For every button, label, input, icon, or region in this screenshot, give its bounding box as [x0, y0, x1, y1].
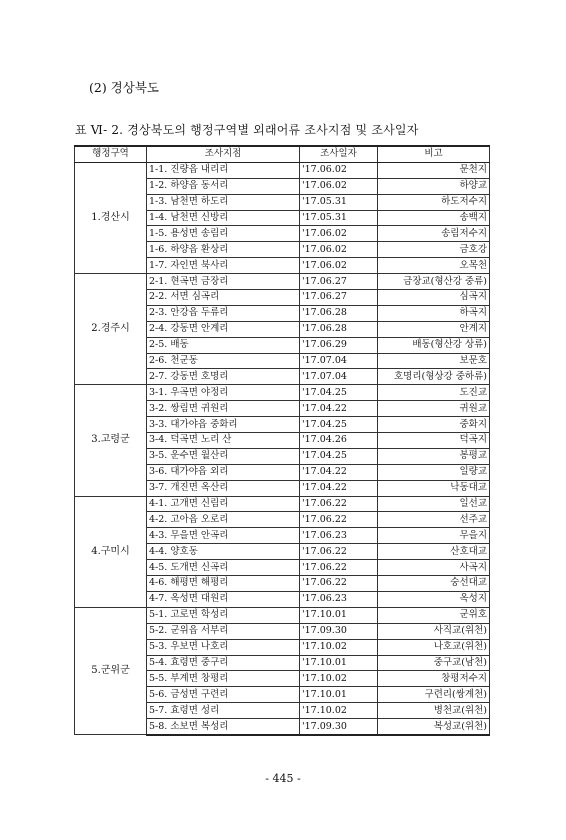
- date-cell: '17.06.02: [300, 258, 378, 274]
- note-cell: 송백지: [378, 210, 490, 226]
- site-cell: 5-3. 우보면 나호리: [147, 639, 300, 655]
- date-cell: '17.06.02: [300, 178, 378, 194]
- date-cell: '17.06.22: [300, 544, 378, 560]
- date-cell: '17.04.22: [300, 480, 378, 496]
- site-cell: 1-7. 자인면 북사리: [147, 258, 300, 274]
- note-cell: 금호강: [378, 242, 490, 258]
- date-cell: '17.06.02: [300, 162, 378, 178]
- site-cell: 4-5. 도개면 신곡리: [147, 560, 300, 576]
- site-cell: 2-5. 배동: [147, 337, 300, 353]
- region-cell: 2.경주시: [75, 274, 147, 385]
- date-cell: '17.04.25: [300, 417, 378, 433]
- note-cell: 옥성지: [378, 591, 490, 607]
- date-cell: '17.06.27: [300, 290, 378, 306]
- note-cell: 사곡지: [378, 560, 490, 576]
- site-cell: 4-3. 무을면 안곡리: [147, 528, 300, 544]
- note-cell: 보문호: [378, 353, 490, 369]
- date-cell: '17.10.02: [300, 639, 378, 655]
- table-row: [75, 607, 490, 623]
- date-cell: '17.10.01: [300, 607, 378, 623]
- table-caption: 표 Ⅵ- 2. 경상북도의 행정구역별 외래어류 조사지점 및 조사일자: [75, 123, 419, 137]
- note-cell: 도진교: [378, 385, 490, 401]
- note-cell: 문천지: [378, 162, 490, 178]
- section-heading: (2) 경상북도: [89, 80, 159, 95]
- date-cell: '17.04.26: [300, 433, 378, 449]
- date-cell: '17.06.29: [300, 337, 378, 353]
- date-cell: '17.09.30: [300, 719, 378, 735]
- site-cell: 4-2. 고아읍 오로리: [147, 512, 300, 528]
- region-cell: 1.경산시: [75, 162, 147, 273]
- date-cell: '17.06.28: [300, 305, 378, 321]
- note-cell: 낙동대교: [378, 480, 490, 496]
- note-cell: 배동(형산강 상류): [378, 337, 490, 353]
- site-cell: 3-7. 개진면 옥산리: [147, 480, 300, 496]
- note-cell: 오목천: [378, 258, 490, 274]
- site-cell: 5-8. 소보면 복성리: [147, 719, 300, 735]
- site-cell: 2-2. 서면 심곡리: [147, 290, 300, 306]
- note-cell: 사직교(위천): [378, 623, 490, 639]
- note-cell: 중화지: [378, 417, 490, 433]
- date-cell: '17.09.30: [300, 623, 378, 639]
- note-cell: 하도저수지: [378, 194, 490, 210]
- site-cell: 2-6. 천군동: [147, 353, 300, 369]
- date-cell: '17.06.02: [300, 242, 378, 258]
- header-note: 비고: [378, 146, 490, 162]
- date-cell: '17.04.22: [300, 401, 378, 417]
- site-cell: 3-2. 쌍림면 귀원리: [147, 401, 300, 417]
- region-cell: 5.군위군: [75, 607, 147, 735]
- table-row: [75, 496, 490, 512]
- page-number: - 445 -: [265, 772, 301, 785]
- note-cell: 일선교: [378, 496, 490, 512]
- region-cell: 4.구미시: [75, 496, 147, 607]
- site-cell: 5-2. 군위읍 서부리: [147, 623, 300, 639]
- date-cell: '17.05.31: [300, 210, 378, 226]
- date-cell: '17.04.22: [300, 464, 378, 480]
- note-cell: 숭선대교: [378, 576, 490, 592]
- header-site: 조사지점: [147, 146, 300, 162]
- note-cell: 봉평교: [378, 448, 490, 464]
- note-cell: 산호대교: [378, 544, 490, 560]
- note-cell: 선주교: [378, 512, 490, 528]
- site-cell: 3-1. 우곡면 야정리: [147, 385, 300, 401]
- site-cell: 1-4. 남천면 신방리: [147, 210, 300, 226]
- date-cell: '17.10.01: [300, 655, 378, 671]
- note-cell: 덕곡지: [378, 433, 490, 449]
- site-cell: 4-6. 해평면 해평리: [147, 576, 300, 592]
- note-cell: 안계지: [378, 321, 490, 337]
- table-row: [75, 385, 490, 401]
- note-cell: 하양교: [378, 178, 490, 194]
- site-cell: 2-3. 안강읍 두류리: [147, 305, 300, 321]
- date-cell: '17.06.02: [300, 226, 378, 242]
- site-cell: 1-6. 하양읍 환상리: [147, 242, 300, 258]
- site-cell: 1-2. 하양읍 동서리: [147, 178, 300, 194]
- date-cell: '17.06.22: [300, 576, 378, 592]
- note-cell: 일량교: [378, 464, 490, 480]
- site-cell: 2-1. 현곡면 금장리: [147, 274, 300, 290]
- site-cell: 3-5. 운수면 월산리: [147, 448, 300, 464]
- date-cell: '17.06.23: [300, 528, 378, 544]
- site-cell: 4-4. 양호동: [147, 544, 300, 560]
- date-cell: '17.06.22: [300, 560, 378, 576]
- date-cell: '17.10.02: [300, 703, 378, 719]
- date-cell: '17.06.27: [300, 274, 378, 290]
- note-cell: 호명리(형상강 중하류): [378, 369, 490, 385]
- site-cell: 1-3. 남천면 하도리: [147, 194, 300, 210]
- site-cell: 3-6. 대가야읍 외리: [147, 464, 300, 480]
- date-cell: '17.07.04: [300, 369, 378, 385]
- note-cell: 심곡지: [378, 290, 490, 306]
- date-cell: '17.06.22: [300, 512, 378, 528]
- note-cell: 송림저수지: [378, 226, 490, 242]
- note-cell: 귀원교: [378, 401, 490, 417]
- date-cell: '17.05.31: [300, 194, 378, 210]
- note-cell: 나호교(위천): [378, 639, 490, 655]
- site-cell: 1-5. 용성면 송림리: [147, 226, 300, 242]
- note-cell: 복성교(위천): [378, 719, 490, 735]
- header-region: 행정구역: [75, 146, 147, 162]
- note-cell: 병천교(위천): [378, 703, 490, 719]
- date-cell: '17.07.04: [300, 353, 378, 369]
- site-cell: 5-1. 고로면 학성리: [147, 607, 300, 623]
- site-cell: 4-7. 옥성면 대원리: [147, 591, 300, 607]
- site-cell: 1-1. 진량읍 내리리: [147, 162, 300, 178]
- note-cell: 금장교(형산강 중류): [378, 274, 490, 290]
- date-cell: '17.10.01: [300, 687, 378, 703]
- site-cell: 2-4. 강동면 안계리: [147, 321, 300, 337]
- survey-table: [74, 145, 490, 736]
- table-row: [75, 162, 490, 178]
- site-cell: 5-6. 금성면 구련리: [147, 687, 300, 703]
- note-cell: 군위호: [378, 607, 490, 623]
- date-cell: '17.04.25: [300, 385, 378, 401]
- site-cell: 4-1. 고개면 신림리: [147, 496, 300, 512]
- site-cell: 5-5. 부계면 창평리: [147, 671, 300, 687]
- date-cell: '17.06.28: [300, 321, 378, 337]
- site-cell: 3-3. 대가야읍 중화리: [147, 417, 300, 433]
- table-body: [75, 162, 490, 735]
- site-cell: 2-7. 강동면 호명리: [147, 369, 300, 385]
- region-cell: 3.고령군: [75, 385, 147, 496]
- note-cell: 구련리(쌍계천): [378, 687, 490, 703]
- site-cell: 5-4. 효령면 중구리: [147, 655, 300, 671]
- table-header-row: [75, 146, 490, 162]
- date-cell: '17.04.25: [300, 448, 378, 464]
- date-cell: '17.06.22: [300, 496, 378, 512]
- note-cell: 하곡지: [378, 305, 490, 321]
- table-row: [75, 274, 490, 290]
- note-cell: 중구교(남천): [378, 655, 490, 671]
- site-cell: 3-4. 덕곡면 노리 산: [147, 433, 300, 449]
- note-cell: 무을지: [378, 528, 490, 544]
- site-cell: 5-7. 효령면 성리: [147, 703, 300, 719]
- date-cell: '17.10.02: [300, 671, 378, 687]
- date-cell: '17.06.23: [300, 591, 378, 607]
- note-cell: 창평저수지: [378, 671, 490, 687]
- header-date: 조사일자: [300, 146, 378, 162]
